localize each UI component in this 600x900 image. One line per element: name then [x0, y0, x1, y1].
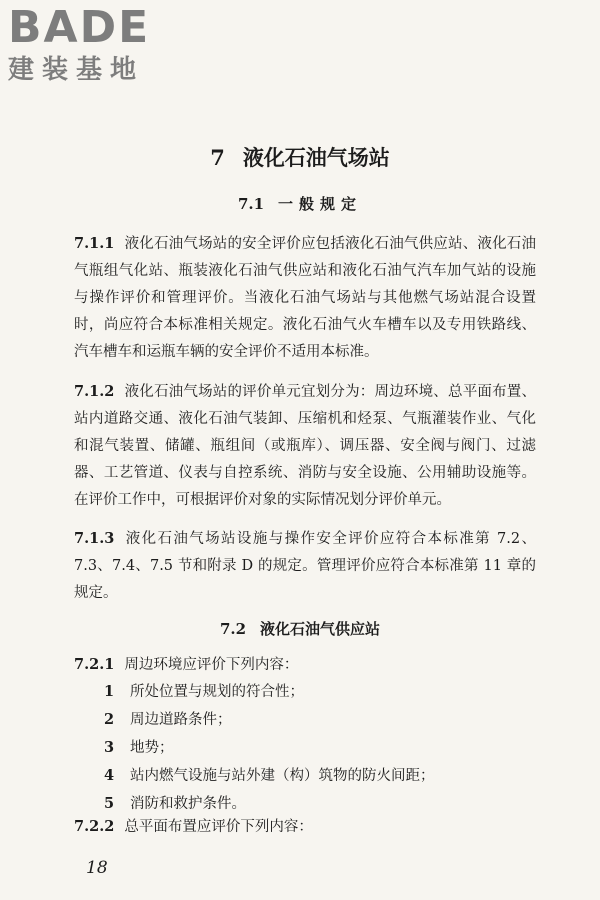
clause-7-1-3 [74, 525, 536, 607]
logo-wordmark: BADE [8, 2, 151, 53]
clause-text: 液化石油气场站设施与操作安全评价应符合本标准第 7.2、7.3、7.4、7.5 节和附录 D 的规定。管理评价应符合本标准第 11 章的规定。 [74, 531, 536, 601]
list-item [104, 762, 435, 790]
item-text: 地势； [130, 740, 174, 756]
item-number: 4 [104, 767, 115, 784]
item-number: 5 [104, 795, 115, 812]
clause-text: 液化石油气场站的安全评价应包括液化石油气供应站、液化石油气瓶组气化站、瓶装液化石油气供应站和液化石油气汽车加气站的设施与操作评价和管理评价。当液化石油气场站与其他燃气场站混合设置时，尚应符合本标准相关规定。液化石油气火车槽车以及专用铁路线、汽车槽车和运瓶车辆的安全评价不适用本标准。 [74, 236, 536, 360]
chapter-title-text: 液化石油气场站 [242, 145, 390, 170]
bade-logo [8, 4, 178, 86]
list-item [104, 678, 435, 706]
clause-number: 7.1.1 [74, 235, 115, 252]
item-text: 消防和救护条件。 [130, 796, 246, 812]
clause-text: 总平面布置应评价下列内容： [124, 819, 313, 835]
clause-7-2-1-items [104, 678, 435, 818]
list-item [104, 706, 435, 734]
chapter-title [0, 142, 600, 172]
clause-number: 7.2.1 [74, 656, 115, 673]
clause-text: 周边环境应评价下列内容： [124, 657, 299, 673]
clause-7-1-1 [74, 230, 536, 366]
logo-subtitle: 建装基地 [8, 55, 145, 85]
item-text: 所处位置与规划的符合性； [130, 684, 304, 700]
item-text: 周边道路条件； [130, 712, 232, 728]
item-number: 3 [104, 739, 115, 756]
chapter-number: 7 [210, 145, 225, 170]
item-text: 站内燃气设施与站外建（构）筑物的防火间距； [130, 768, 435, 784]
clause-7-2-1 [74, 651, 536, 679]
page-number: 18 [86, 858, 108, 878]
clause-text: 液化石油气场站的评价单元宜划分为：周边环境、总平面布置、站内道路交通、液化石油气装卸、压缩机和烃泵、气瓶灌装作业、气化和混气装置、储罐、瓶组间（或瓶库）、调压器、安全阀与阀门、过滤器、工艺管道、仪表与自控系统、消防与安全设施、公用辅助设施等。在评价工作中，可根据评价对象的实际情况划分评价单元。 [74, 384, 536, 508]
item-number: 2 [104, 711, 115, 728]
clause-7-2-2 [74, 813, 536, 841]
section-title-text: 一般规定 [278, 195, 363, 213]
item-number: 1 [104, 683, 115, 700]
clause-7-1-2 [74, 378, 536, 514]
clause-number: 7.1.3 [74, 530, 115, 547]
section-title-text: 液化石油气供应站 [260, 620, 381, 638]
list-item [104, 734, 435, 762]
clause-number: 7.2.2 [74, 818, 115, 835]
clause-number: 7.1.2 [74, 383, 115, 400]
section-7-2-heading [0, 618, 600, 639]
section-7-1-heading [0, 193, 600, 214]
section-number: 7.2 [219, 620, 247, 638]
section-number: 7.1 [237, 195, 265, 213]
